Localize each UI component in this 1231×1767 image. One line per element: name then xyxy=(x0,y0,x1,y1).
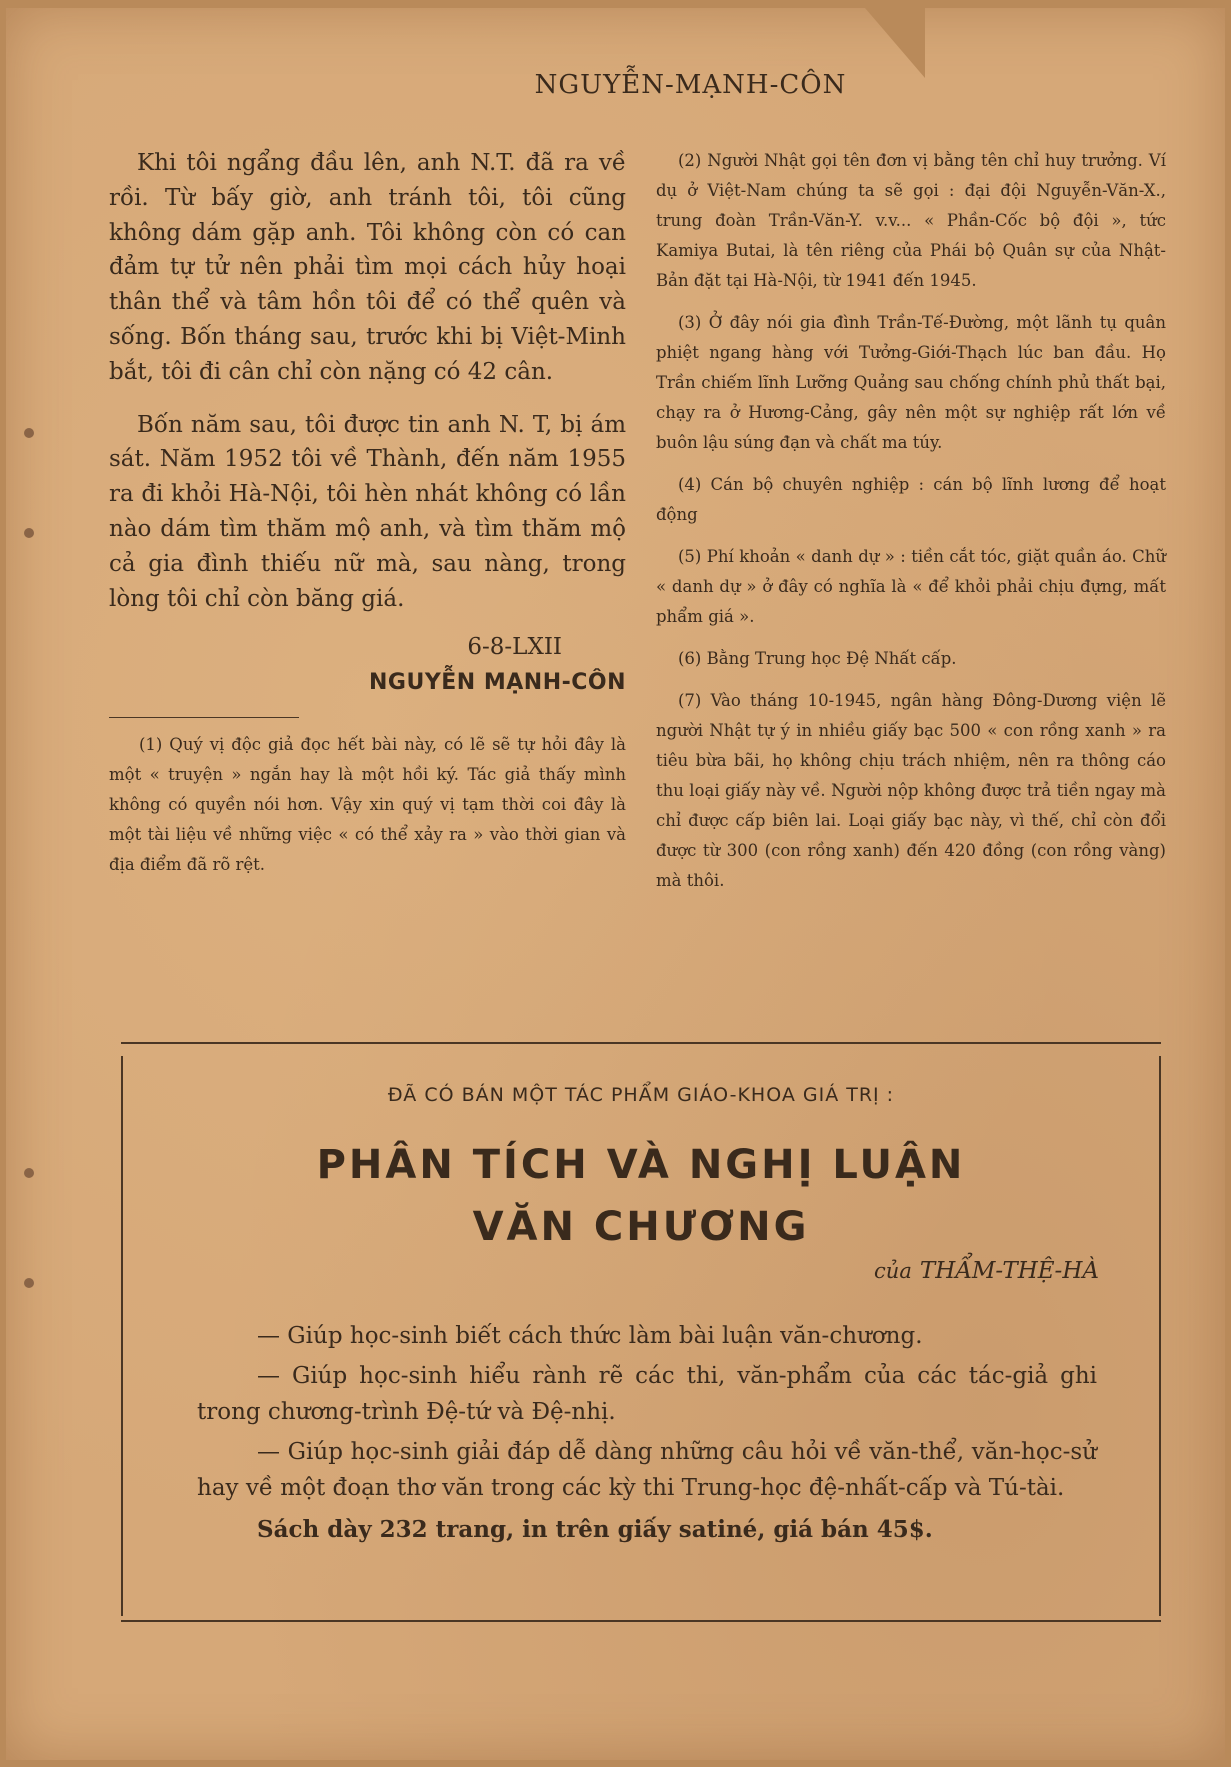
signoff-date: 6-8-LXII xyxy=(467,634,562,661)
ad-bullet: — Giúp học-sinh biết cách thức làm bài luận văn-chương. xyxy=(257,1323,923,1349)
book-advertisement xyxy=(121,1056,1161,1616)
binding-hole xyxy=(24,528,34,538)
footnote: (7) Vào tháng 10-1945, ngân hàng Đông-Dương viện lẽ người Nhật tự ý in nhiều giấy bạc 500 « con rồng xanh » ra tiêu bừa bãi, họ không chịu trách nhiệm, nên ra thông cáo thu loại giấy này về. Người nộp không được trả tiền ngay mà chỉ được cấp biên lai. Loại giấy bạc này, vì thế, chỉ còn đổi được từ 300 (con rồng xanh) đến 420 đồng (con rồng vàng) mà thôi. xyxy=(656,691,1166,890)
story-paragraph: Bốn năm sau, tôi được tin anh N. T, bị ám sát. Năm 1952 tôi về Thành, đến năm 1955 ra đi khỏi Hà-Nội, tôi hèn nhát không có lần nào dám tìm thăm mộ anh, và tìm thăm mộ cả gia đình thiếu nữ mà, sau nàng, trong lòng tôi chỉ còn băng giá. xyxy=(109,411,626,612)
torn-corner xyxy=(865,8,925,78)
footnote: (5) Phí khoản « danh dự » : tiền cắt tóc, giặt quần áo. Chữ « danh dự » ở đây có nghĩa là « để khỏi phải chịu đựng, mất phẩm giá ». xyxy=(656,547,1166,626)
ad-bullets xyxy=(197,1318,1097,1548)
story-paragraph: Khi tôi ngẩng đầu lên, anh N.T. đã ra về rồi. Từ bấy giờ, anh tránh tôi, tôi cũng không dám gặp anh. Tôi không còn có can đảm tự tử nên phải tìm mọi cách hủy hoại thân thể và tâm hồn tôi để có thể quên và sống. Bốn tháng sau, trước khi bị Việt-Minh bắt, tôi đi cân chỉ còn nặng có 42 cân. xyxy=(109,150,626,385)
running-header: NGUYỄN-MẠNH-CÔN xyxy=(534,70,847,100)
ad-bullet: — Giúp học-sinh giải đáp dễ dàng những câu hỏi về văn-thể, văn-học-sử hay về một đoạn thơ văn trong các kỳ thi Trung-học đệ-nhất-cấp và Tú-tài. xyxy=(197,1439,1097,1501)
binding-hole xyxy=(24,1278,34,1288)
footnote: (3) Ở đây nói gia đình Trần-Tế-Đường, một lãnh tụ quân phiệt ngang hàng với Tưởng-Giới-Thạch lúc ban đầu. Họ Trần chiếm lĩnh Lưỡng Quảng sau chống chính phủ thất bại, chạy ra ở Hương-Cảng, gây nên một sự nghiệp rất lớn về buôn lậu súng đạn và chất ma túy. xyxy=(656,313,1166,452)
ad-top-rule xyxy=(121,1042,1161,1044)
left-column xyxy=(109,146,626,892)
footnote: (2) Người Nhật gọi tên đơn vị bằng tên chỉ huy trưởng. Ví dụ ở Việt-Nam chúng ta sẽ gọi : đại đội Nguyễn-Văn-X., trung đoàn Trần-Văn-Y. v.v... « Phần-Cốc bộ đội », tức Kamiya Butai, là tên riêng của Phái bộ Quân sự của Nhật-Bản đặt tại Hà-Nội, từ 1941 đến 1945. xyxy=(656,151,1166,290)
ad-author xyxy=(874,1258,1099,1284)
binding-hole xyxy=(24,428,34,438)
footnote: (6) Bằng Trung học Đệ Nhất cấp. xyxy=(678,649,957,668)
ad-author-name: THẨM-THỆ-HÀ xyxy=(919,1258,1099,1284)
footnote-divider xyxy=(109,717,299,718)
ad-bullet: — Giúp học-sinh hiểu rành rẽ các thi, văn-phẩm của các tác-giả ghi trong chương-trình Đệ-tứ và Đệ-nhị. xyxy=(197,1363,1097,1425)
ad-author-prefix: của xyxy=(874,1259,912,1283)
binding-hole xyxy=(24,1168,34,1178)
signoff-author: NGUYỄN MẠNH-CÔN xyxy=(369,670,626,696)
signoff xyxy=(109,634,626,695)
ad-price: Sách dày 232 trang, in trên giấy satiné, giá bán 45$. xyxy=(257,1516,933,1543)
footnote: (4) Cán bộ chuyên nghiệp : cán bộ lĩnh lương để hoạt động xyxy=(656,475,1166,524)
ad-book-title xyxy=(123,1134,1159,1258)
ad-intro: ĐÃ CÓ BÁN MỘT TÁC PHẨM GIÁO-KHOA GIÁ TRỊ : xyxy=(387,1084,895,1106)
ad-bottom-rule xyxy=(121,1620,1161,1622)
ad-title-line: PHÂN TÍCH VÀ NGHỊ LUẬN xyxy=(316,1142,966,1188)
footnote: (1) Quý vị độc giả đọc hết bài này, có lẽ sẽ tự hỏi đây là một « truyện » ngắn hay là một hồi ký. Tác giả thấy mình không có quyền nói hơn. Vậy xin quý vị tạm thời coi đây là một tài liệu về những việc « có thể xảy ra » vào thời gian và địa điểm đã rõ rệt. xyxy=(109,735,626,875)
magazine-page xyxy=(6,8,1225,1760)
right-column xyxy=(656,146,1166,908)
ad-title-line: VĂN CHƯƠNG xyxy=(472,1204,810,1250)
